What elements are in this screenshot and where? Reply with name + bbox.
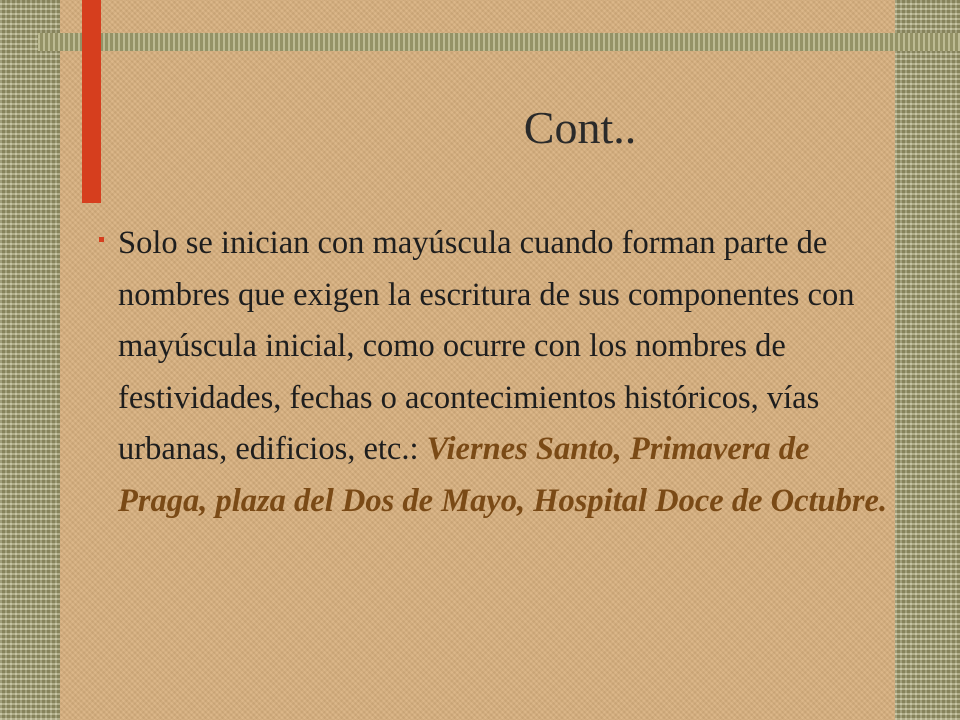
red-accent-bar bbox=[82, 0, 101, 203]
example-separator-1: , bbox=[613, 431, 630, 468]
example-hospital-doce-de-octubre: Hospital Doce de Octubre bbox=[533, 482, 879, 519]
example-separator-3: , bbox=[517, 482, 534, 519]
example-period: . bbox=[878, 482, 888, 519]
slide-title: Cont.. bbox=[523, 102, 637, 153]
bullet-marker-icon bbox=[99, 237, 104, 242]
top-decorative-band bbox=[38, 33, 960, 51]
example-plaza-dos-de-mayo: plaza del Dos de Mayo bbox=[215, 482, 517, 519]
example-viernes-santo: Viernes Santo bbox=[426, 431, 614, 468]
bullet-body-text: Solo se inician con mayúscula cuando forman parte de nombres que exigen la escritura de sus componentes con mayúscula inicial, como ocurre con los nombres de festividades, fechas o acontecimientos históricos, vías urbanas, edificios, etc.: bbox=[118, 225, 855, 468]
left-border-texture bbox=[0, 0, 60, 720]
right-border-texture bbox=[895, 0, 960, 720]
example-primavera-de-praga: Primavera de Praga bbox=[118, 431, 810, 519]
bullet-text bbox=[118, 218, 888, 528]
example-separator-2: , bbox=[199, 482, 216, 519]
